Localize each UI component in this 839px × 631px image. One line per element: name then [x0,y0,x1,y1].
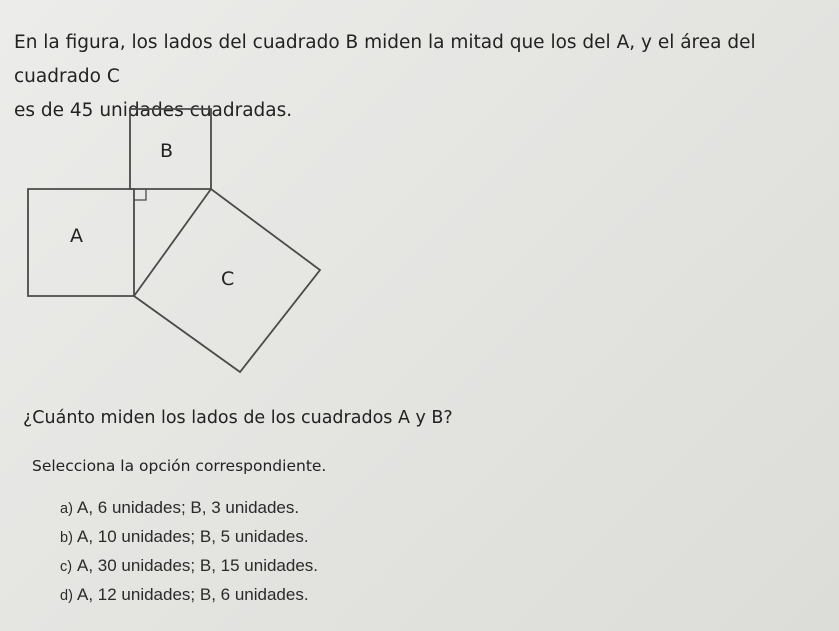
option-letter: a) [60,501,73,517]
label-square-b: B [160,140,174,162]
option-d[interactable] [60,585,318,614]
option-text: A, 10 unidades; B, 5 unidades. [77,527,309,546]
option-letter: d) [60,588,73,604]
instruction-text: Selecciona la opción correspondiente. [32,457,327,475]
option-letter: b) [60,530,73,546]
option-b[interactable] [60,527,318,556]
option-text: A, 12 unidades; B, 6 unidades. [77,585,309,604]
statement-line-2: es de 45 unidades cuadradas. [14,100,293,121]
statement-line-1: En la figura, los lados del cuadrado B miden la mitad que los del A, y el área del cuadrado C [14,32,756,87]
question-text: ¿Cuánto miden los lados de los cuadrados A y B? [23,408,453,428]
option-a[interactable] [60,498,318,527]
option-text: A, 6 unidades; B, 3 unidades. [77,498,300,517]
label-square-c: C [221,268,235,290]
squares-figure [0,100,340,385]
option-letter: c) [60,559,73,575]
option-text: A, 30 unidades; B, 15 unidades. [77,556,319,575]
right-angle-marker [134,189,146,200]
answer-options [60,498,318,614]
label-square-a: A [70,225,83,247]
option-c[interactable] [60,556,318,585]
